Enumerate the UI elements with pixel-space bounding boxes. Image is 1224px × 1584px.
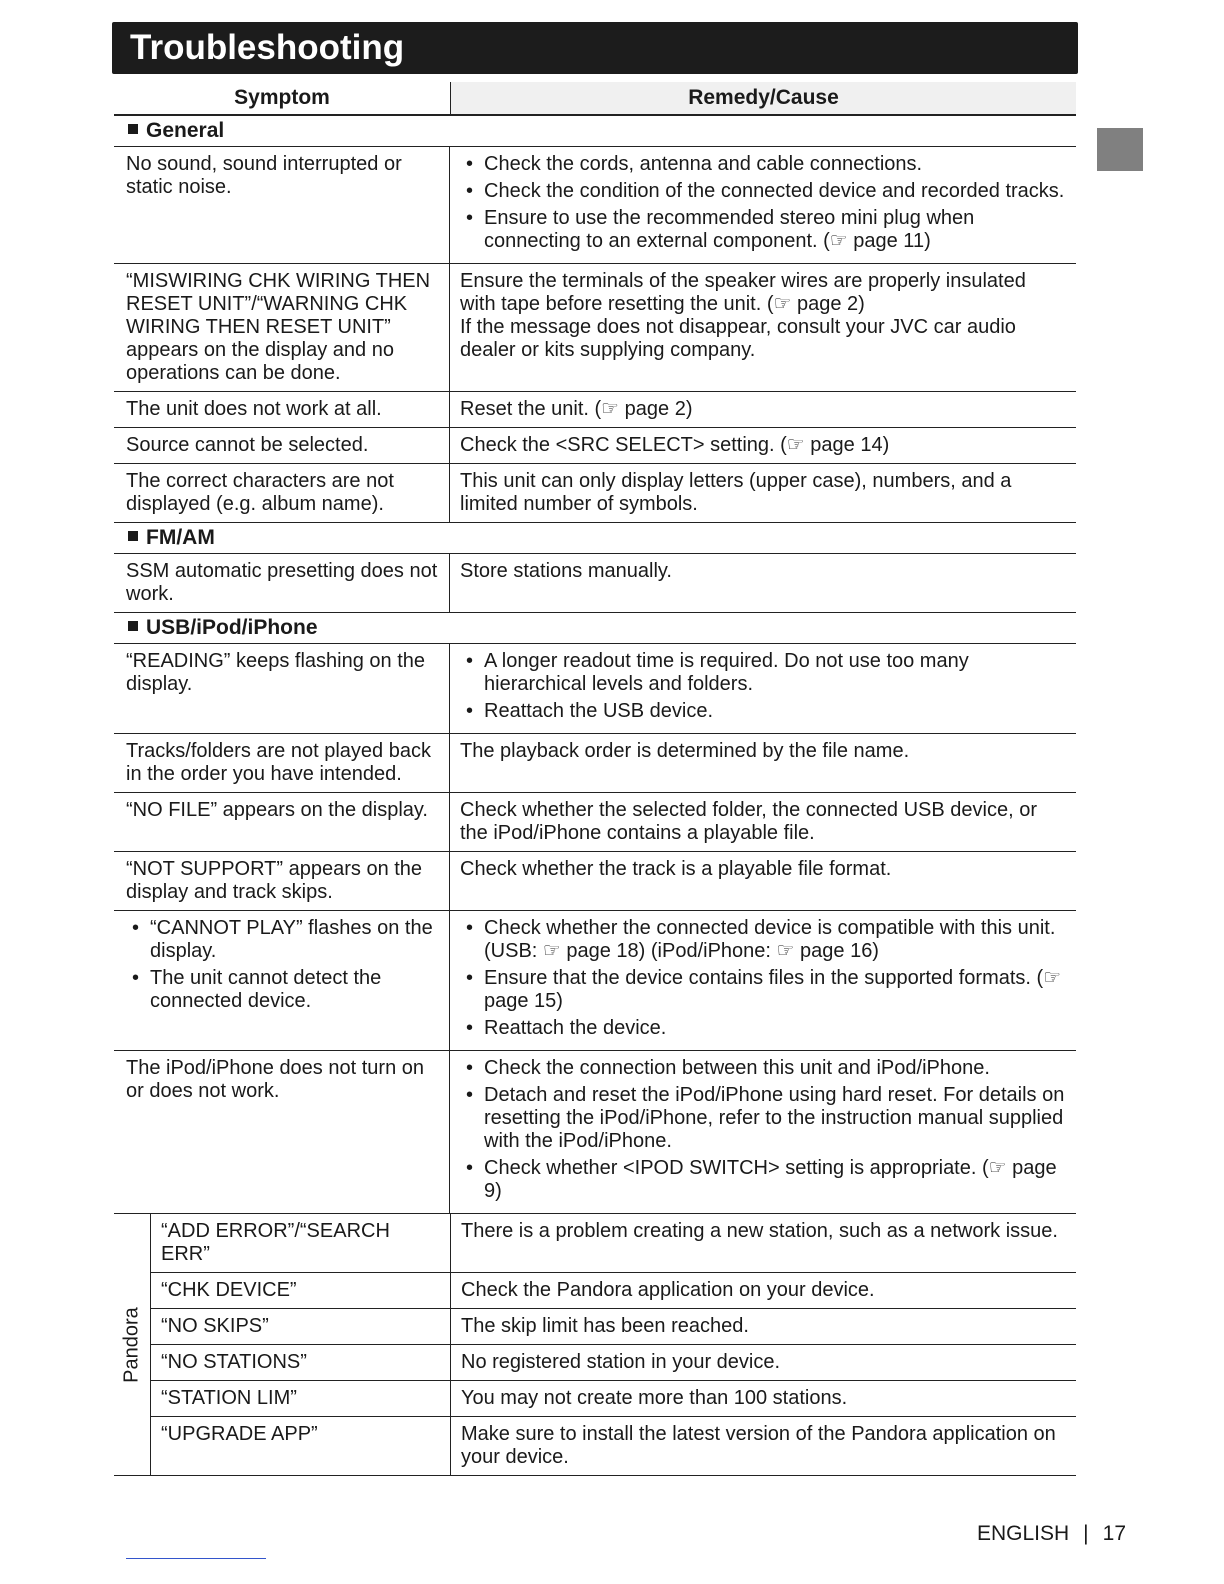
section-bullet-icon [128, 621, 138, 631]
table-row [114, 793, 1076, 852]
section-heading [114, 613, 1076, 644]
remedy-cell [450, 428, 1076, 463]
remedy-cell [450, 392, 1076, 427]
pandora-row [151, 1214, 1076, 1273]
remedy-line: This unit can only display letters (upper case), numbers, and a limited number of symbols. [460, 470, 1012, 515]
pandora-symptom-cell: “NO STATIONS” [151, 1345, 451, 1380]
remedy-item: • Check whether the connected device is compatible with this unit. (USB: ☞ page 18) (iPod/iPhone: ☞ page 16) [484, 917, 1066, 963]
symptom-line: “MISWIRING CHK WIRING THEN RESET UNIT”/“WARNING CHK WIRING THEN RESET UNIT” appears on the display and no operations can be done. [126, 270, 431, 384]
remedy-cell [450, 911, 1076, 1050]
pandora-symptom-cell: “NO SKIPS” [151, 1309, 451, 1344]
symptom-cell [114, 852, 450, 910]
remedy-cell [450, 264, 1076, 391]
page-number: 17 [1102, 1522, 1126, 1545]
page-title: Troubleshooting [112, 22, 1078, 74]
pandora-remedy-cell: You may not create more than 100 stations. [461, 1387, 848, 1409]
pandora-row [151, 1309, 1076, 1345]
symptom-cell [114, 147, 450, 263]
pandora-remedy-cell: No registered station in your device. [461, 1351, 781, 1373]
section-tab-marker [1097, 128, 1143, 171]
remedy-cell [450, 554, 1076, 612]
symptom-line: SSM automatic presetting does not work. [126, 560, 438, 605]
footer-language: ENGLISH [976, 1522, 1070, 1545]
remedy-cell [450, 464, 1076, 522]
section-title: FM/AM [146, 526, 215, 549]
remedy-line: The playback order is determined by the file name. [460, 740, 910, 762]
pandora-label-cell [114, 1214, 151, 1475]
page-footer [977, 1522, 1126, 1546]
table-body [114, 116, 1076, 1214]
remedy-line: Check the <SRC SELECT> setting. (☞ page 14) [460, 434, 890, 456]
symptom-line: “READING” keeps flashing on the display. [126, 650, 426, 695]
symptom-cell [114, 392, 450, 427]
table-row [114, 554, 1076, 613]
remedy-item: • Reattach the device. [484, 1017, 1066, 1040]
symptom-cell [114, 911, 450, 1050]
table-row [114, 428, 1076, 464]
table-row [114, 734, 1076, 793]
remedy-line: Reset the unit. (☞ page 2) [460, 398, 693, 420]
remedy-line: Ensure the terminals of the speaker wires are properly insulated with tape before resetting the unit. (☞ page 2) [460, 270, 1026, 315]
pandora-row [151, 1381, 1076, 1417]
symptom-line: The correct characters are not displayed (e.g. album name). [126, 470, 394, 515]
symptom-item: • The unit cannot detect the connected device. [150, 967, 439, 1013]
remedy-line: If the message does not disappear, consult your JVC car audio dealer or kits supplying company. [460, 316, 1016, 361]
symptom-cell [114, 1051, 450, 1213]
table-header [114, 82, 1076, 116]
pandora-remedy-cell: Make sure to install the latest version of the Pandora application on your device. [461, 1423, 1056, 1468]
symptom-line: Tracks/folders are not played back in the order you have intended. [126, 740, 431, 785]
remedy-cell [450, 1051, 1076, 1213]
symptom-line: The iPod/iPhone does not turn on or does not work. [126, 1057, 424, 1102]
symptom-cell [114, 464, 450, 522]
table-row [114, 852, 1076, 911]
table-row [114, 147, 1076, 264]
table-row [114, 644, 1076, 734]
section-bullet-icon [128, 531, 138, 541]
remedy-item: • Detach and reset the iPod/iPhone using hard reset. For details on resetting the iPod/iPhone, refer to the instruction manual supplied with the iPod/iPhone. [484, 1084, 1066, 1153]
remedy-line: Store stations manually. [460, 560, 672, 582]
table-row [114, 911, 1076, 1051]
pandora-row [151, 1345, 1076, 1381]
pandora-symptom-cell: “STATION LIM” [151, 1381, 451, 1416]
remedy-item: • Check whether <IPOD SWITCH> setting is appropriate. (☞ page 9) [484, 1157, 1066, 1203]
table-row [114, 464, 1076, 523]
remedy-cell [450, 644, 1076, 733]
remedy-header: Remedy/Cause [451, 82, 1076, 114]
remedy-item: • Check the cords, antenna and cable connections. [484, 153, 1066, 176]
pandora-label: Pandora [120, 1306, 143, 1383]
symptom-item: • “CANNOT PLAY” flashes on the display. [150, 917, 439, 963]
remedy-item: • A longer readout time is required. Do not use too many hierarchical levels and folders. [484, 650, 1066, 696]
pandora-symptom-cell: “ADD ERROR”/“SEARCH ERR” [151, 1214, 451, 1272]
pandora-remedy-cell: The skip limit has been reached. [461, 1315, 749, 1337]
symptom-line: No sound, sound interrupted or static noise. [126, 153, 402, 198]
pandora-symptom-cell: “UPGRADE APP” [151, 1417, 451, 1475]
symptom-cell [114, 793, 450, 851]
remedy-cell [450, 734, 1076, 792]
table-row [114, 392, 1076, 428]
pandora-group [114, 1214, 1076, 1476]
symptom-cell [114, 428, 450, 463]
remedy-item: • Ensure that the device contains files in the supported formats. (☞ page 15) [484, 967, 1066, 1013]
troubleshooting-table [114, 82, 1076, 1476]
symptom-line: “NOT SUPPORT” appears on the display and track skips. [126, 858, 423, 903]
remedy-item: • Check the connection between this unit and iPod/iPhone. [484, 1057, 1066, 1080]
symptom-list [126, 917, 439, 1013]
pandora-row [151, 1273, 1076, 1309]
remedy-item: • Reattach the USB device. [484, 700, 1066, 723]
pandora-remedy-cell: Check the Pandora application on your device. [461, 1279, 875, 1301]
symptom-line: Source cannot be selected. [126, 434, 369, 456]
remedy-item: • Ensure to use the recommended stereo mini plug when connecting to an external component. (☞ page 11) [484, 207, 1066, 253]
symptom-cell [114, 264, 450, 391]
pandora-row [151, 1417, 1076, 1475]
remedy-list [460, 917, 1066, 1040]
footer-rule [126, 1558, 266, 1559]
remedy-list [460, 1057, 1066, 1203]
section-title: USB/iPod/iPhone [146, 616, 318, 639]
remedy-cell [450, 852, 1076, 910]
pandora-symptom-cell: “CHK DEVICE” [151, 1273, 451, 1308]
remedy-list [460, 153, 1066, 253]
section-heading [114, 523, 1076, 554]
footer-separator: | [1083, 1522, 1089, 1545]
table-row [114, 1051, 1076, 1214]
section-bullet-icon [128, 124, 138, 134]
symptom-line: “NO FILE” appears on the display. [126, 799, 428, 821]
remedy-cell [450, 147, 1076, 263]
pandora-rows [151, 1214, 1076, 1475]
section-heading [114, 116, 1076, 147]
symptom-cell [114, 644, 450, 733]
remedy-line: Check whether the track is a playable file format. [460, 858, 892, 880]
remedy-list [460, 650, 1066, 723]
symptom-header: Symptom [114, 82, 451, 114]
symptom-cell [114, 554, 450, 612]
remedy-line: Check whether the selected folder, the connected USB device, or the iPod/iPhone contains a playable file. [460, 799, 1038, 844]
remedy-item: • Check the condition of the connected device and recorded tracks. [484, 180, 1066, 203]
section-title: General [146, 119, 225, 142]
symptom-line: The unit does not work at all. [126, 398, 382, 420]
remedy-cell [450, 793, 1076, 851]
pandora-remedy-cell: There is a problem creating a new station, such as a network issue. [461, 1220, 1058, 1242]
symptom-cell [114, 734, 450, 792]
table-row [114, 264, 1076, 392]
